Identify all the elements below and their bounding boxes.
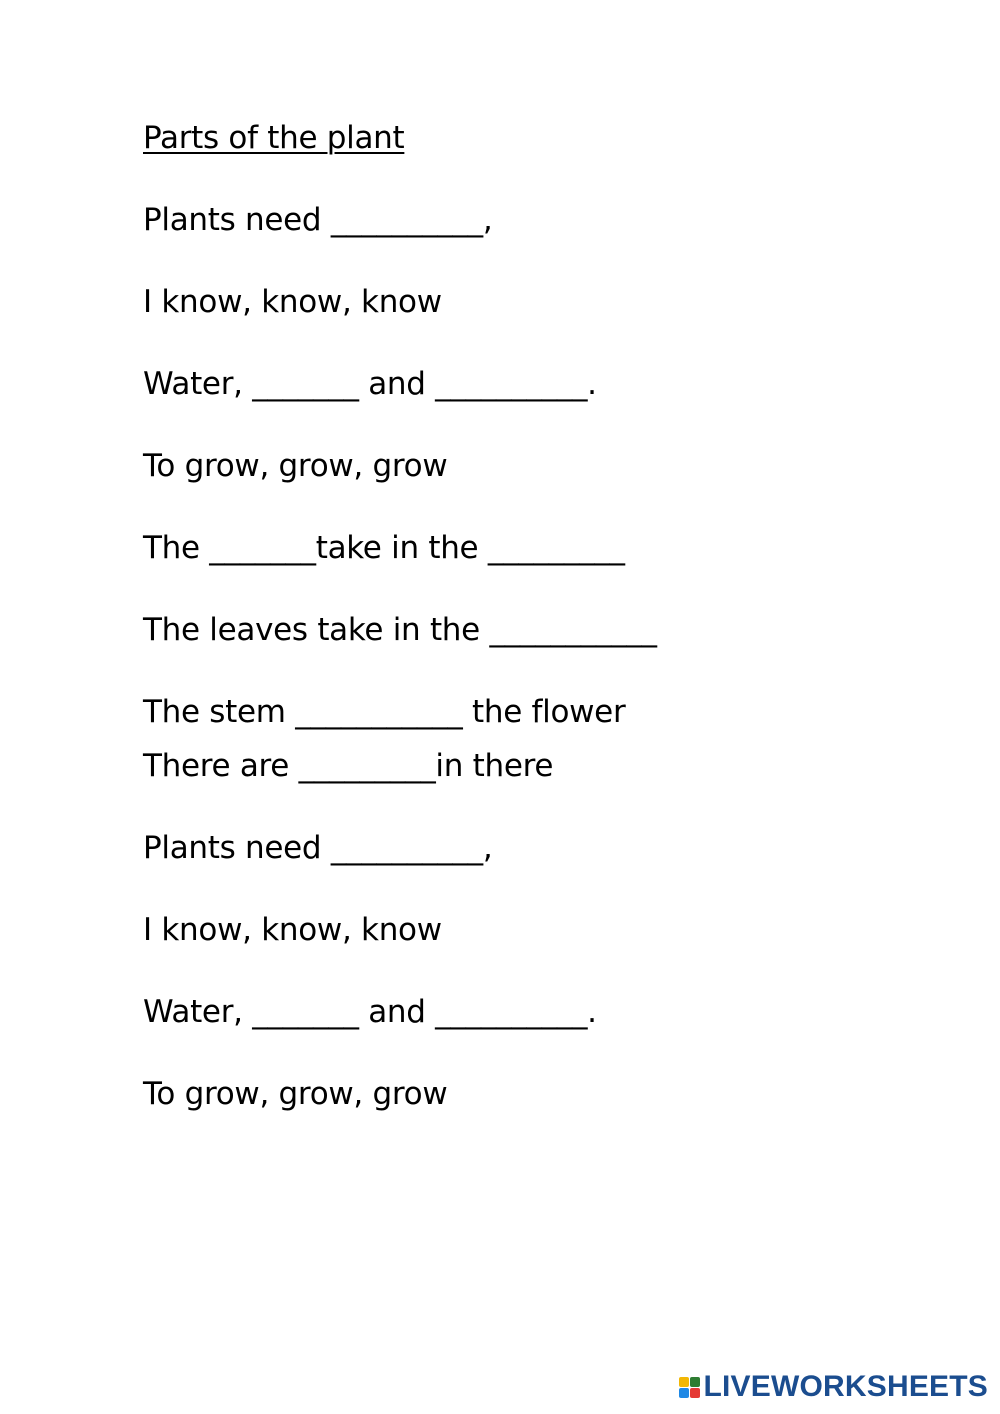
worksheet-line-9: Plants need __________, [143, 830, 493, 866]
logo-square-3 [679, 1388, 689, 1398]
worksheet-line-3: Water, _______ and __________. [143, 366, 597, 402]
worksheet-lines [143, 200, 903, 1114]
brand-name: LIVEWORKSHEETS [703, 1370, 988, 1403]
logo-square-4 [690, 1388, 700, 1398]
worksheet-line-12: To grow, grow, grow [143, 1076, 448, 1112]
worksheet-line-5: The _______take in the _________ [143, 530, 625, 566]
worksheet-line-7: The stem ___________ the flower [143, 694, 626, 730]
worksheet-line-11: Water, _______ and __________. [143, 994, 597, 1030]
logo-squares-icon [679, 1377, 700, 1398]
worksheet-line-2: I know, know, know [143, 284, 442, 320]
worksheet-line-4: To grow, grow, grow [143, 448, 448, 484]
worksheet-line-10: I know, know, know [143, 912, 442, 948]
logo-square-1 [679, 1377, 689, 1387]
worksheet [143, 118, 903, 1156]
worksheet-line-1: Plants need __________, [143, 202, 493, 238]
logo-square-2 [690, 1377, 700, 1387]
worksheet-line-6: The leaves take in the ___________ [143, 612, 657, 648]
page-title: Parts of the plant [143, 120, 405, 156]
worksheet-line-8: There are _________in there [143, 748, 554, 784]
liveworksheets-logo [679, 1370, 989, 1404]
